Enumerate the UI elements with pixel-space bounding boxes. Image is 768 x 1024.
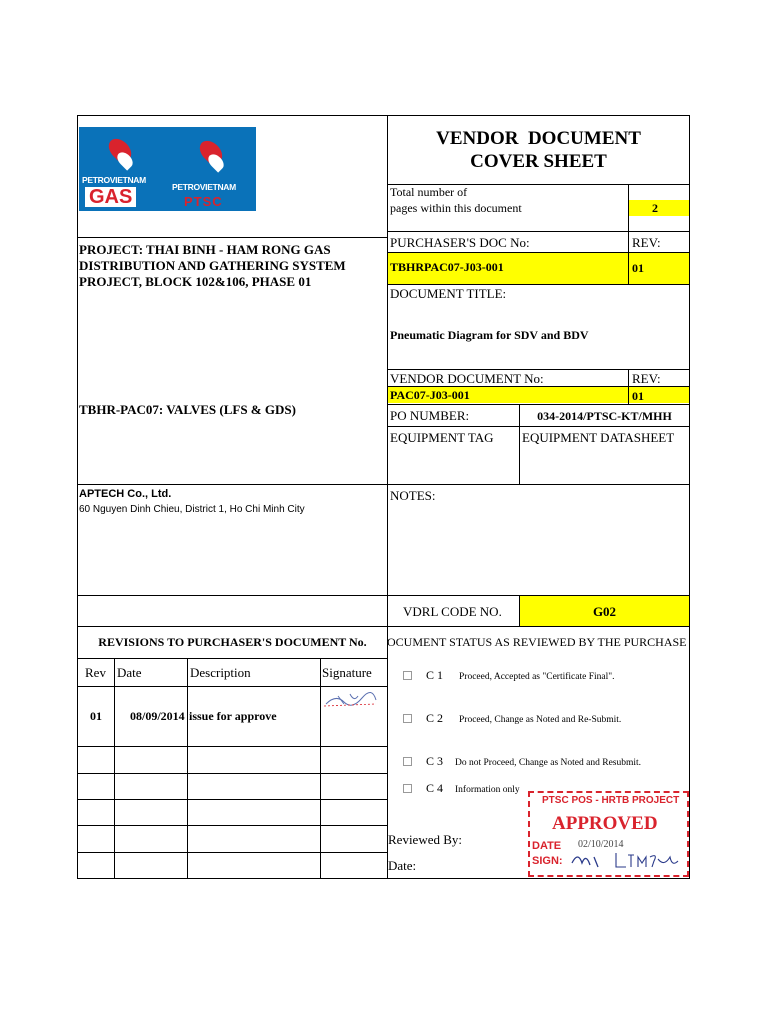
line-left-11 xyxy=(77,852,388,853)
notes-label: NOTES: xyxy=(390,488,436,503)
line-right-5 xyxy=(387,369,690,370)
revisions-title: REVISIONS TO PURCHASER'S DOCUMENT No. xyxy=(98,635,367,649)
project-line-3: PROJECT, BLOCK 102&106, PHASE 01 xyxy=(79,274,312,289)
document-heading-line1: VENDOR DOCUMENT xyxy=(436,128,641,149)
checkbox-icon[interactable] xyxy=(403,671,412,680)
equipment-tag-label: EQUIPMENT TAG xyxy=(390,430,494,445)
stamp-approved: APPROVED xyxy=(552,813,658,834)
border-right xyxy=(689,115,690,879)
rev-header-signature: Signature xyxy=(322,665,372,680)
purchaser-doc-no: TBHRPAC07-J03-001 xyxy=(390,260,504,274)
vdrl-code-label: VDRL CODE NO. xyxy=(403,604,502,619)
stamp-date-label: DATE xyxy=(532,840,562,852)
status-code: C 1 xyxy=(426,668,444,682)
total-pages-label-1: Total number of xyxy=(390,185,468,199)
purchaser-rev-divider xyxy=(628,231,629,285)
line-left-9 xyxy=(77,799,388,800)
line-right-9 xyxy=(387,484,690,485)
status-code: C 2 xyxy=(426,711,444,725)
rev-header-description: Description xyxy=(190,665,251,680)
line-right-4 xyxy=(387,284,690,285)
document-title: Pneumatic Diagram for SDV and BDV xyxy=(390,328,589,342)
document-heading-line2: COVER SHEET xyxy=(470,151,607,172)
status-title: OCUMENT STATUS AS REVIEWED BY THE PURCHASE xyxy=(387,635,687,649)
petrovietnam-gas-logo xyxy=(79,127,171,211)
document-title-label: DOCUMENT TITLE: xyxy=(390,286,507,301)
border-left xyxy=(77,115,78,879)
status-text: Proceed, Change as Noted and Re-Submit. xyxy=(459,715,622,725)
status-option-c1[interactable] xyxy=(403,666,615,684)
status-text: Do not Proceed, Change as Noted and Resubmit. xyxy=(455,758,642,768)
highlight-total-pages xyxy=(629,200,689,216)
table-row-date: 08/09/2014 xyxy=(130,709,185,723)
stamp-date-value: 02/10/2014 xyxy=(578,839,624,850)
line-left-1 xyxy=(77,237,388,238)
logo-unit-text: GAS xyxy=(85,187,136,207)
status-text: Proceed, Accepted as "Certificate Final". xyxy=(459,672,615,682)
line-left-8 xyxy=(77,773,388,774)
stamp-sign-label: SIGN: xyxy=(532,855,563,867)
status-option-c2[interactable] xyxy=(403,709,621,727)
table-row-rev: 01 xyxy=(90,709,102,723)
status-code: C 4 xyxy=(426,781,444,795)
petrovietnam-ptsc-logo xyxy=(168,127,256,211)
approval-stamp xyxy=(528,791,689,877)
logo-unit-text: PTSC xyxy=(184,194,223,209)
line-left-4 xyxy=(77,626,388,627)
po-number-label: PO NUMBER: xyxy=(390,408,470,423)
vendor-doc-no: PAC07-J03-001 xyxy=(390,388,470,402)
rev-header-rev: Rev xyxy=(85,665,106,680)
line-right-11 xyxy=(387,626,690,627)
line-left-7 xyxy=(77,746,388,747)
line-right-2 xyxy=(387,231,690,232)
table-row-description: issue for approve xyxy=(189,709,277,723)
rev-col-3 xyxy=(320,658,321,878)
border-bottom xyxy=(77,878,690,879)
vendor-rev-value: 01 xyxy=(632,389,644,403)
vendor-doc-label: VENDOR DOCUMENT No: xyxy=(390,371,544,386)
rev-col-1 xyxy=(114,658,115,878)
logo-brand-text: PETROVIETNAM xyxy=(172,182,236,192)
line-left-5 xyxy=(77,658,388,659)
line-left-6 xyxy=(77,686,388,687)
line-left-3 xyxy=(77,595,388,596)
vendor-rev-label: REV: xyxy=(632,371,661,386)
line-right-10 xyxy=(387,595,690,596)
company-address: 60 Nguyen Dinh Chieu, District 1, Ho Chi Minh City xyxy=(79,504,305,515)
equipment-datasheet-label: EQUIPMENT DATASHEET xyxy=(522,430,675,445)
po-number-value: 034-2014/PTSC-KT/MHH xyxy=(537,409,672,423)
project-line-2: DISTRIBUTION AND GATHERING SYSTEM xyxy=(79,258,346,273)
project-line-1: PROJECT: THAI BINH - HAM RONG GAS xyxy=(79,242,331,257)
purchaser-doc-label: PURCHASER'S DOC No: xyxy=(390,235,530,250)
line-left-10 xyxy=(77,825,388,826)
vendor-rev-divider xyxy=(628,369,629,405)
main-divider xyxy=(387,115,388,879)
revision-signature-icon xyxy=(322,688,378,710)
checkbox-icon[interactable] xyxy=(403,757,412,766)
rev-header-date: Date xyxy=(117,665,142,680)
line-right-7 xyxy=(387,404,690,405)
stamp-signature-icon xyxy=(568,849,680,871)
status-option-c4[interactable] xyxy=(403,779,520,797)
status-text: Information only xyxy=(455,785,520,795)
vdrl-code-value: G02 xyxy=(592,604,617,619)
company-name: APTECH Co., Ltd. xyxy=(79,488,172,500)
reviewed-by-label: Reviewed By: xyxy=(388,832,463,847)
status-code: C 3 xyxy=(426,754,444,768)
line-left-2 xyxy=(77,484,388,485)
line-right-8 xyxy=(387,426,690,427)
status-option-c3[interactable] xyxy=(403,752,641,770)
checkbox-icon[interactable] xyxy=(403,714,412,723)
purchaser-rev-value: 01 xyxy=(632,261,644,275)
rev-col-2 xyxy=(187,658,188,878)
line-right-3 xyxy=(387,252,690,253)
package-title: TBHR-PAC07: VALVES (LFS & GDS) xyxy=(79,402,296,417)
stamp-header: PTSC POS - HRTB PROJECT xyxy=(542,795,680,806)
total-pages-label-2: pages within this document xyxy=(390,201,522,215)
purchaser-rev-label: REV: xyxy=(632,235,661,250)
logo-brand-text: PETROVIETNAM xyxy=(82,175,146,185)
border-top xyxy=(77,115,690,116)
total-pages-value: 2 xyxy=(652,201,658,215)
checkbox-icon[interactable] xyxy=(403,784,412,793)
pages-divider xyxy=(628,184,629,232)
review-date-label: Date: xyxy=(388,858,417,873)
